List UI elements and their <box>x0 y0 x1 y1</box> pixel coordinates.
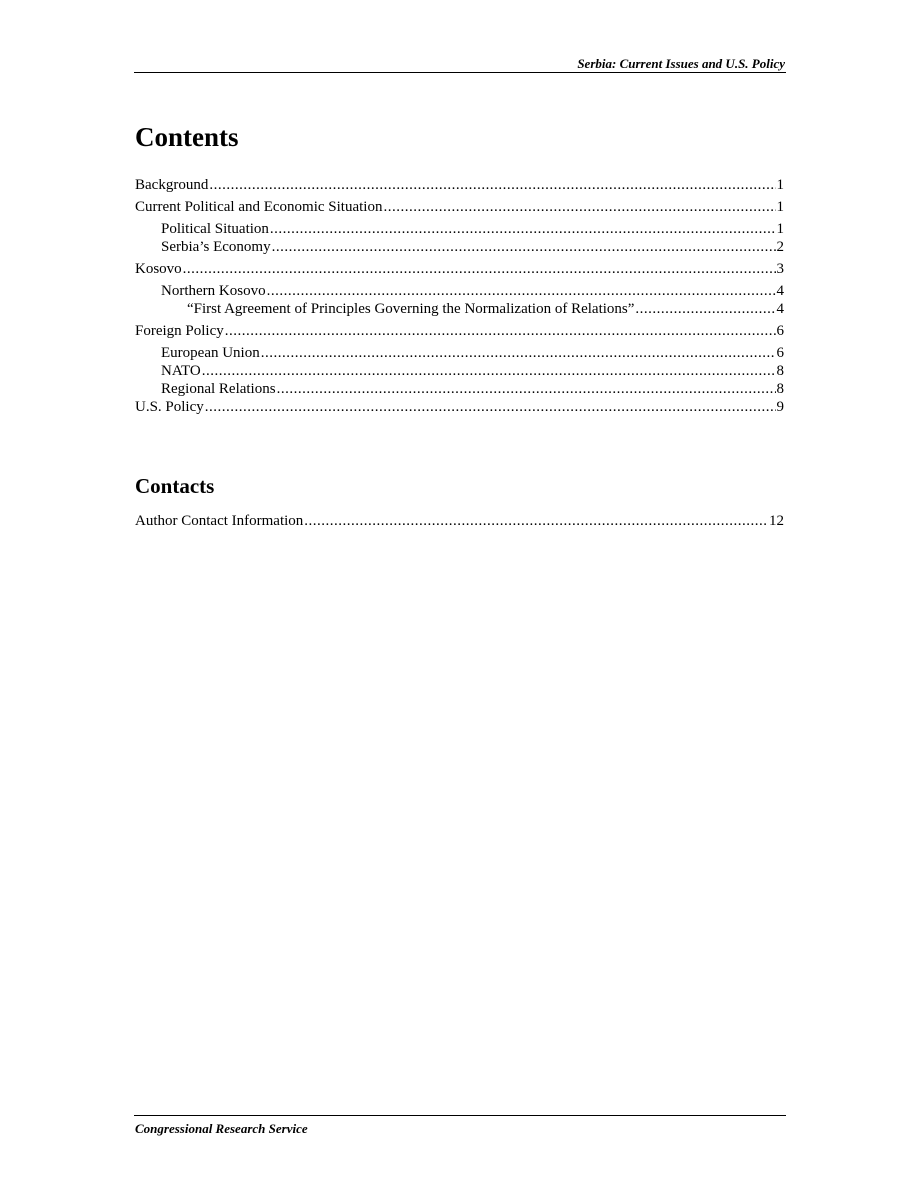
toc-entry-title: NATO <box>161 363 201 379</box>
contacts-list <box>135 512 784 530</box>
toc-entry-author-contact[interactable] <box>135 512 784 530</box>
dot-leader <box>270 220 776 238</box>
toc-entry-title: Author Contact Information <box>135 513 304 529</box>
footer-publisher: Congressional Research Service <box>135 1121 308 1136</box>
toc-page-number: 6 <box>776 345 784 361</box>
toc-entry-title: Background <box>135 177 209 193</box>
dot-leader <box>267 282 776 300</box>
toc-entry-first-agreement[interactable] <box>135 300 784 318</box>
toc-page-number: 12 <box>769 513 784 529</box>
dot-leader <box>304 512 768 530</box>
toc-entry-title: Northern Kosovo <box>161 283 266 299</box>
toc-page-number: 1 <box>776 177 784 193</box>
toc-entry-title: Political Situation <box>161 221 269 237</box>
toc-page-number: 4 <box>776 301 784 317</box>
dot-leader <box>183 260 776 278</box>
dot-leader <box>635 300 775 318</box>
toc-page-number: 6 <box>776 323 784 339</box>
toc-entry-title: “First Agreement of Principles Governing the Normalization of Relations” <box>187 301 635 317</box>
dot-leader <box>225 322 776 340</box>
toc-entry-background[interactable] <box>135 176 784 194</box>
toc-page-number: 9 <box>776 399 784 415</box>
toc-entry-northern-kosovo[interactable] <box>135 282 784 300</box>
dot-leader <box>272 238 776 256</box>
toc-page-number: 2 <box>776 239 784 255</box>
toc-entry-current-situation[interactable] <box>135 198 784 216</box>
toc-entry-european-union[interactable] <box>135 344 784 362</box>
toc-entry-political-situation[interactable] <box>135 220 784 238</box>
toc-entry-kosovo[interactable] <box>135 260 784 278</box>
toc-entry-regional-relations[interactable] <box>135 380 784 398</box>
dot-leader <box>261 344 776 362</box>
running-header-title: Serbia: Current Issues and U.S. Policy <box>577 56 785 71</box>
running-header <box>134 54 786 73</box>
toc-entry-title: Serbia’s Economy <box>161 239 271 255</box>
contacts-heading: Contacts <box>135 474 215 498</box>
table-of-contents <box>135 176 784 416</box>
dot-leader <box>205 398 776 416</box>
toc-entry-title: Foreign Policy <box>135 323 224 339</box>
toc-page-number: 1 <box>776 221 784 237</box>
toc-page-number: 3 <box>776 261 784 277</box>
toc-entry-title: European Union <box>161 345 260 361</box>
dot-leader <box>277 380 776 398</box>
running-footer <box>134 1115 786 1136</box>
toc-entry-title: U.S. Policy <box>135 399 204 415</box>
toc-entry-title: Kosovo <box>135 261 182 277</box>
toc-entry-title: Current Political and Economic Situation <box>135 199 383 215</box>
toc-page-number: 8 <box>776 381 784 397</box>
dot-leader <box>383 198 775 216</box>
toc-page-number: 1 <box>776 199 784 215</box>
toc-entry-nato[interactable] <box>135 362 784 380</box>
toc-entry-serbias-economy[interactable] <box>135 238 784 256</box>
toc-entry-us-policy[interactable] <box>135 398 784 416</box>
contents-heading: Contents <box>135 122 239 152</box>
toc-page-number: 4 <box>776 283 784 299</box>
dot-leader <box>209 176 775 194</box>
dot-leader <box>202 362 776 380</box>
toc-page-number: 8 <box>776 363 784 379</box>
toc-entry-foreign-policy[interactable] <box>135 322 784 340</box>
toc-entry-title: Regional Relations <box>161 381 276 397</box>
